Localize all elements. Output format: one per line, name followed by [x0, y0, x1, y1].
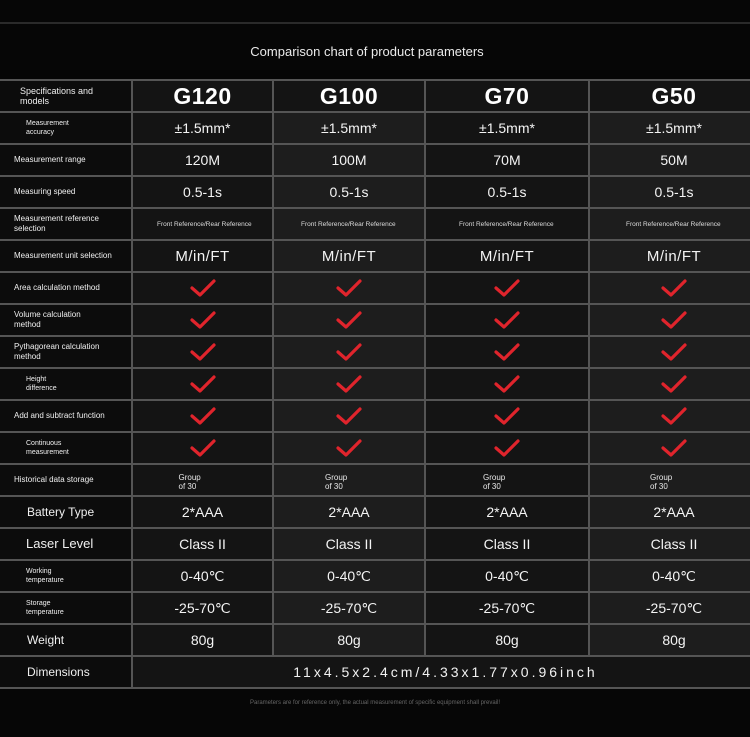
value-cell [426, 177, 588, 207]
value-cell [133, 177, 272, 207]
value-text: Front Reference/Rear Reference [301, 220, 396, 228]
value-text: M/in/FT [646, 247, 702, 265]
value-cell [426, 305, 588, 335]
value-cell [590, 145, 750, 175]
row-label-cell [0, 529, 131, 559]
value-text: 80g [337, 632, 361, 648]
value-text: Front Reference/Rear Reference [157, 220, 252, 228]
value-cell [426, 209, 588, 239]
value-cell [590, 497, 750, 527]
check-icon [494, 374, 520, 394]
value-cell [274, 209, 424, 239]
row-label: Working temperature [26, 568, 64, 584]
page-title: Comparison chart of product parameters [250, 44, 484, 59]
row-label-cell [0, 401, 131, 431]
value-cell [133, 305, 272, 335]
value-cell [426, 593, 588, 623]
model-name: G100 [319, 82, 379, 109]
check-icon [661, 278, 687, 298]
value-cell [590, 209, 750, 239]
top-divider [0, 22, 750, 24]
row-label-cell [0, 433, 131, 463]
value-cell [133, 337, 272, 367]
check-icon [190, 342, 216, 362]
value-cell [274, 113, 424, 143]
value-cell [426, 561, 588, 591]
value-cell [426, 529, 588, 559]
value-cell [426, 273, 588, 303]
value-cell [133, 113, 272, 143]
value-text: 0.5-1s [487, 184, 527, 200]
value-text: M/in/FT [479, 247, 535, 265]
check-icon [190, 406, 216, 426]
value-cell [590, 177, 750, 207]
value-cell [274, 145, 424, 175]
row-label: Battery Type [27, 505, 95, 519]
value-cell [274, 369, 424, 399]
row-label-cell [0, 113, 131, 143]
row-label: Measurement range [14, 155, 86, 164]
value-cell [133, 273, 272, 303]
value-text: 120M [184, 152, 221, 168]
value-text: Group of 30 [178, 473, 201, 491]
value-text: 80g [190, 632, 215, 648]
value-cell [590, 529, 750, 559]
value-cell [426, 625, 588, 655]
value-text: Class II [650, 536, 698, 552]
value-cell [274, 529, 424, 559]
value-text: Class II [325, 536, 373, 552]
value-cell [133, 529, 272, 559]
value-text: 80g [662, 632, 686, 648]
value-cell [426, 497, 588, 527]
value-cell [133, 561, 272, 591]
value-cell [426, 337, 588, 367]
value-cell [426, 145, 588, 175]
value-text: Class II [483, 536, 531, 552]
check-icon [494, 342, 520, 362]
row-label: Add and subtract function [14, 411, 105, 420]
row-label-cell [0, 145, 131, 175]
value-cell [426, 401, 588, 431]
value-text: -25-70℃ [320, 599, 378, 616]
value-text: Group of 30 [650, 473, 673, 491]
value-cell [426, 241, 588, 271]
value-cell [274, 401, 424, 431]
row-label-cell [0, 337, 131, 367]
check-icon [661, 374, 687, 394]
value-cell [590, 625, 750, 655]
dimensions-value: 11x4.5x2.4cm/4.33x1.77x0.96inch [133, 657, 750, 687]
value-cell [590, 273, 750, 303]
value-cell [590, 465, 750, 495]
footer-shadow-text [220, 693, 520, 699]
value-cell [274, 433, 424, 463]
row-label-cell [0, 657, 131, 687]
value-cell [590, 369, 750, 399]
value-cell [133, 593, 272, 623]
value-text: 0.5-1s [654, 184, 694, 200]
value-text: 2*AAA [486, 504, 528, 520]
check-icon [336, 406, 362, 426]
value-text: 0.5-1s [183, 184, 222, 200]
check-icon [661, 406, 687, 426]
value-cell [274, 497, 424, 527]
value-text: 0-40℃ [327, 567, 371, 584]
footer-note: Parameters are for reference only, the actual measurement of specific equipment shall prevail! [249, 700, 500, 706]
value-cell [133, 369, 272, 399]
model-cell [426, 81, 588, 111]
model-name: G70 [484, 82, 530, 109]
row-label-cell [0, 369, 131, 399]
row-label: Laser Level [26, 536, 94, 551]
value-text: ±1.5mm* [174, 120, 231, 136]
value-text: 2*AAA [181, 504, 224, 520]
value-cell [274, 305, 424, 335]
value-cell [426, 113, 588, 143]
model-name: G50 [651, 82, 697, 109]
value-text: M/in/FT [321, 247, 377, 265]
value-text: Group of 30 [483, 473, 506, 491]
header-label: Specifications and models [20, 86, 94, 106]
value-cell [133, 465, 272, 495]
value-cell [133, 209, 272, 239]
row-label-cell [0, 625, 131, 655]
value-cell [590, 401, 750, 431]
row-label: Pythagorean calculation method [14, 342, 100, 361]
row-label: Continuous measurement [26, 440, 69, 456]
row-label-cell [0, 209, 131, 239]
value-cell [590, 337, 750, 367]
value-cell [274, 273, 424, 303]
value-cell [133, 625, 272, 655]
model-cell [133, 81, 272, 111]
value-cell [590, 433, 750, 463]
value-text: -25-70℃ [478, 599, 536, 616]
value-cell [274, 177, 424, 207]
value-text: 80g [495, 632, 519, 648]
value-cell [274, 561, 424, 591]
check-icon [190, 374, 216, 394]
value-cell [590, 561, 750, 591]
value-text: ±1.5mm* [321, 120, 377, 136]
value-cell [590, 305, 750, 335]
row-label-cell [0, 497, 131, 527]
value-text: 0-40℃ [180, 567, 225, 584]
value-text: ±1.5mm* [479, 120, 535, 136]
row-label: Measuring speed [14, 187, 76, 196]
value-text: -25-70℃ [174, 599, 231, 616]
model-cell [590, 81, 750, 111]
value-text: M/in/FT [175, 247, 230, 265]
value-text: Class II [179, 536, 226, 552]
header-label-cell [0, 81, 131, 111]
value-text: 2*AAA [328, 504, 370, 520]
row-label: Measurement accuracy [26, 120, 69, 136]
value-text: 2*AAA [653, 504, 695, 520]
row-label: Dimensions [27, 665, 90, 679]
row-label-cell [0, 273, 131, 303]
check-icon [190, 278, 216, 298]
row-label: Volume calculation method [14, 310, 81, 329]
check-icon [494, 310, 520, 330]
row-label-cell [0, 561, 131, 591]
row-label-cell [0, 305, 131, 335]
value-cell [133, 497, 272, 527]
row-label: Storage temperature [26, 600, 64, 616]
comparison-table [0, 79, 750, 689]
check-icon [494, 278, 520, 298]
check-icon [190, 438, 216, 458]
row-label: Weight [27, 633, 65, 647]
check-icon [190, 310, 216, 330]
value-cell [426, 465, 588, 495]
row-label: Historical data storage [14, 475, 94, 484]
value-cell [133, 401, 272, 431]
value-text: -25-70℃ [645, 599, 703, 616]
row-label: Measurement reference selection [14, 214, 99, 233]
check-icon [336, 278, 362, 298]
value-cell [274, 465, 424, 495]
value-cell [133, 433, 272, 463]
value-cell [274, 593, 424, 623]
model-name: G120 [173, 82, 232, 109]
value-text: 50M [660, 152, 688, 168]
row-label-cell [0, 241, 131, 271]
row-label-cell [0, 465, 131, 495]
check-icon [661, 310, 687, 330]
value-cell [133, 241, 272, 271]
value-text: 100M [331, 152, 367, 168]
value-cell [426, 369, 588, 399]
value-cell [133, 145, 272, 175]
row-label: Area calculation method [14, 283, 100, 292]
check-icon [336, 310, 362, 330]
value-text: 0.5-1s [329, 184, 369, 200]
value-cell [590, 241, 750, 271]
value-text: 70M [493, 152, 521, 168]
check-icon [494, 438, 520, 458]
value-text: Front Reference/Rear Reference [459, 220, 554, 228]
value-cell [590, 113, 750, 143]
value-text: Group of 30 [325, 473, 348, 491]
value-text: 0-40℃ [652, 567, 696, 584]
value-cell [590, 593, 750, 623]
value-text: Front Reference/Rear Reference [626, 220, 721, 228]
value-cell [274, 337, 424, 367]
value-cell [274, 625, 424, 655]
check-icon [336, 438, 362, 458]
check-icon [336, 342, 362, 362]
row-label: Measurement unit selection [14, 251, 112, 260]
row-label: Height difference [26, 376, 57, 392]
value-text: ±1.5mm* [646, 120, 702, 136]
check-icon [661, 438, 687, 458]
check-icon [661, 342, 687, 362]
check-icon [494, 406, 520, 426]
row-label-cell [0, 593, 131, 623]
value-text: 0-40℃ [485, 567, 529, 584]
check-icon [336, 374, 362, 394]
row-label-cell [0, 177, 131, 207]
value-cell [426, 433, 588, 463]
model-cell [274, 81, 424, 111]
value-cell [274, 241, 424, 271]
